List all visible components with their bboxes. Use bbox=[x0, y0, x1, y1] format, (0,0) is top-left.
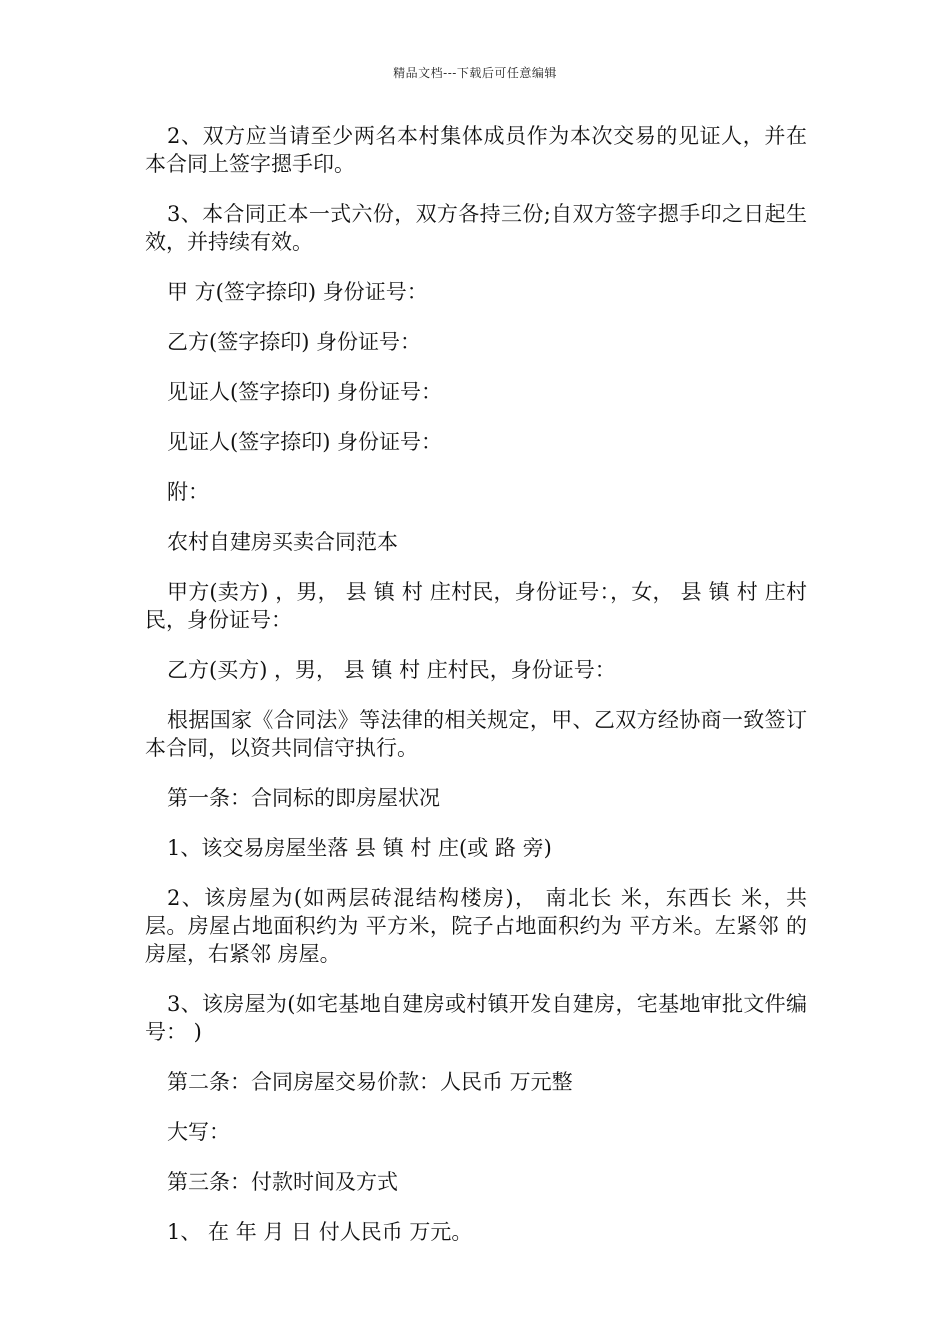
article-1-item-1: 1、该交易房屋坐落 县 镇 村 庄(或 路 旁) bbox=[167, 836, 552, 860]
party-b-details: 乙方(买方) ，男， 县 镇 村 庄村民，身份证号： bbox=[167, 658, 616, 682]
signature-line-witness-1: 见证人(签字捺印) 身份证号： bbox=[167, 380, 443, 404]
contract-title: 农村自建房买卖合同范本 bbox=[167, 530, 398, 554]
signature-line-party-a: 甲 方(签字捺印) 身份证号： bbox=[167, 280, 428, 304]
page-header: 精品文档---下载后可任意编辑 bbox=[393, 66, 557, 80]
article-1-item-2: 2、该房屋为(如两层砖混结构楼房)， 南北长 米，东西长 米，共 层。房屋占地面积约为 平方米，院子占地面积约为 平方米。左紧邻 的房屋，右紧邻 房屋。 bbox=[145, 886, 814, 966]
contract-body bbox=[145, 122, 814, 1268]
amount-in-words: 大写： bbox=[167, 1120, 230, 1144]
article-1-item-3: 3、该房屋为(如宅基地自建房或村镇开发自建房，宅基地审批文件编号： ) bbox=[145, 992, 807, 1044]
article-1-heading: 第一条：合同标的即房屋状况 bbox=[167, 786, 440, 810]
article-3-heading: 第三条：付款时间及方式 bbox=[167, 1170, 398, 1194]
party-a-details: 甲方(卖方) ，男， 县 镇 村 庄村民，身份证号：，女， 县 镇 村 庄村民，身份证号： bbox=[145, 580, 807, 632]
appendix-label: 附： bbox=[167, 480, 209, 504]
signature-line-party-b: 乙方(签字捺印) 身份证号： bbox=[167, 330, 422, 354]
paragraph-copies: 3、本合同正本一式六份，双方各持三份;自双方签字摁手印之日起生效，并持续有效。 bbox=[145, 202, 807, 254]
paragraph-witness-requirement: 2、双方应当请至少两名本村集体成员作为本次交易的见证人，并在本合同上签字摁手印。 bbox=[145, 124, 807, 176]
article-3-item-1: 1、 在 年 月 日 付人民币 万元。 bbox=[167, 1220, 473, 1244]
signature-line-witness-2: 见证人(签字捺印) 身份证号： bbox=[167, 430, 443, 454]
contract-preamble: 根据国家《合同法》等法律的相关规定，甲、乙双方经协商一致签订本合同，以资共同信守执行。 bbox=[145, 708, 807, 760]
article-2-heading: 第二条：合同房屋交易价款：人民币 万元整 bbox=[167, 1070, 573, 1094]
